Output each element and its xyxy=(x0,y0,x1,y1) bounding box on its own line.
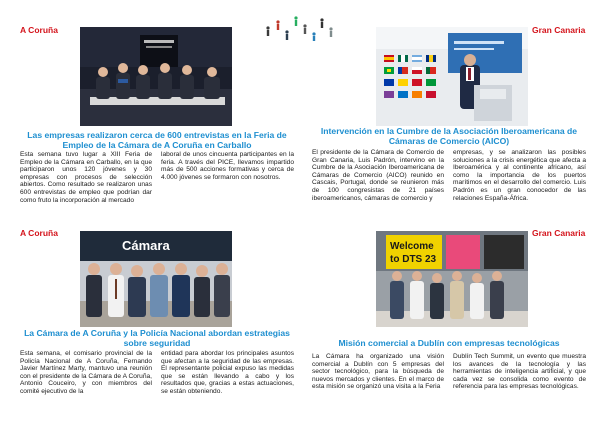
article-3-headline xyxy=(20,328,294,348)
article-4-col1: La Cámara ha organizado una visión comercial a Dublín con 5 empresas del sector tecnológico, para la búsqueda de nuevos mercados y clientes. En el marco de esta misión se organizó una visita a la Feria xyxy=(312,353,444,391)
article-4-body xyxy=(312,353,586,415)
people-figures-decoration xyxy=(260,12,340,42)
article-2-col1: El presidente de la Cámara de Comercio de Gran Canaria, Luis Padrón, intervino en la Cumbre de la Asociación Iberoamericana de Cámaras de Comercio (AICO) reunido en Cascais, Portugal, donde se reunieron más de 100 congresistas de 21 países iberoamericanos, cámaras de comercio y xyxy=(312,149,444,202)
article-2-headline xyxy=(312,126,586,146)
welcome-sign-text: Welcome xyxy=(390,241,434,252)
policia-camara-photo xyxy=(80,231,232,327)
dublin-tech-summit-photo xyxy=(376,231,528,327)
article-2-col2: empresas, y se analizaron las posibles soluciones a la crisis energética que afecta a Iberoamérica y al continente africano, así como la importancia de los puertos marítimos en el desarrollo del comercio. Luis Padrón es un gran conocedor de las relaciones España-África. xyxy=(453,149,586,202)
article-2-headline-line2: Cámaras de Comercio (AICO) xyxy=(388,136,510,146)
article-4-headline xyxy=(312,338,586,348)
feria-empleo-photo xyxy=(80,27,232,126)
article-1-col1: Esta semana tuvo lugar a XIII Feria de Empleo de la Cámara en Carballo, en la que participaron unos 120 jóvenes y 30 empresas con procesos de selección abiertos. Como resultado se realizaron unas 600 entrevistas de empleo que podrían dar como fruto la incorporación al mercado xyxy=(20,151,152,204)
article-3-col1: Esta semana, el comisario provincial de la Policía Nacional de A Coruña, Fernando Javier Martínez Marty, mantuvo una reunión con el presidente de la Cámara de A Coruña, Antonio Couceiro, y con miembros del comité ejecutivo de la xyxy=(20,350,152,395)
article-3-col2: entidad para abordar los principales asuntos que afectan a la seguridad de las empresas. El representante policial expuso las medidas que se están llevando a cabo y los resultados que, gracias a estas actuaciones, se están obteniendo. xyxy=(161,350,294,395)
article-3-body xyxy=(20,350,294,412)
article-2-headline-line1: Intervención en la Cumbre de la Asociación Iberoamericana de xyxy=(320,126,578,136)
article-3-headline-line1: La Cámara de A Coruña y la Policía Nacional abordan estrategias xyxy=(24,328,290,338)
article-2-body xyxy=(312,149,586,211)
region-label-gran-canaria-1: Gran Canaria xyxy=(532,25,586,35)
article-3-headline-line2: sobre seguridad xyxy=(123,338,191,348)
article-1-col2: laboral de unos cincuenta participantes en la feria. A través del PICE, llevamos impartido más de 500 acciones formativas y cerca de 4.000 jóvenes se formaron con nosotros. xyxy=(161,151,294,181)
article-4-col2: Dublín Tech Summit, un evento que muestra los avances de la tecnología y las herramientas de inteligencia artificial, y que cada vez se consolida como evento de referencia para las empresas tecnológicas. xyxy=(453,353,586,391)
dts-sign-text: to DTS 23 xyxy=(390,254,437,265)
article-1-headline-line2: Empleo de la Cámara de A Coruña en Carballo xyxy=(62,140,252,150)
region-label-gran-canaria-2: Gran Canaria xyxy=(532,228,586,238)
article-4-headline-line1: Misión comercial a Dublín con empresas tecnológicas xyxy=(338,338,560,348)
aico-summit-photo xyxy=(376,27,528,126)
camara-logo-text: Cámara xyxy=(122,238,170,253)
article-1-headline-line1: Las empresas realizaron cerca de 600 entrevistas en la Feria de xyxy=(27,130,287,140)
region-label-a-coruna-1: A Coruña xyxy=(20,25,58,35)
region-label-a-coruna-2: A Coruña xyxy=(20,228,58,238)
article-1-headline xyxy=(20,130,294,150)
article-1-body xyxy=(20,151,294,213)
